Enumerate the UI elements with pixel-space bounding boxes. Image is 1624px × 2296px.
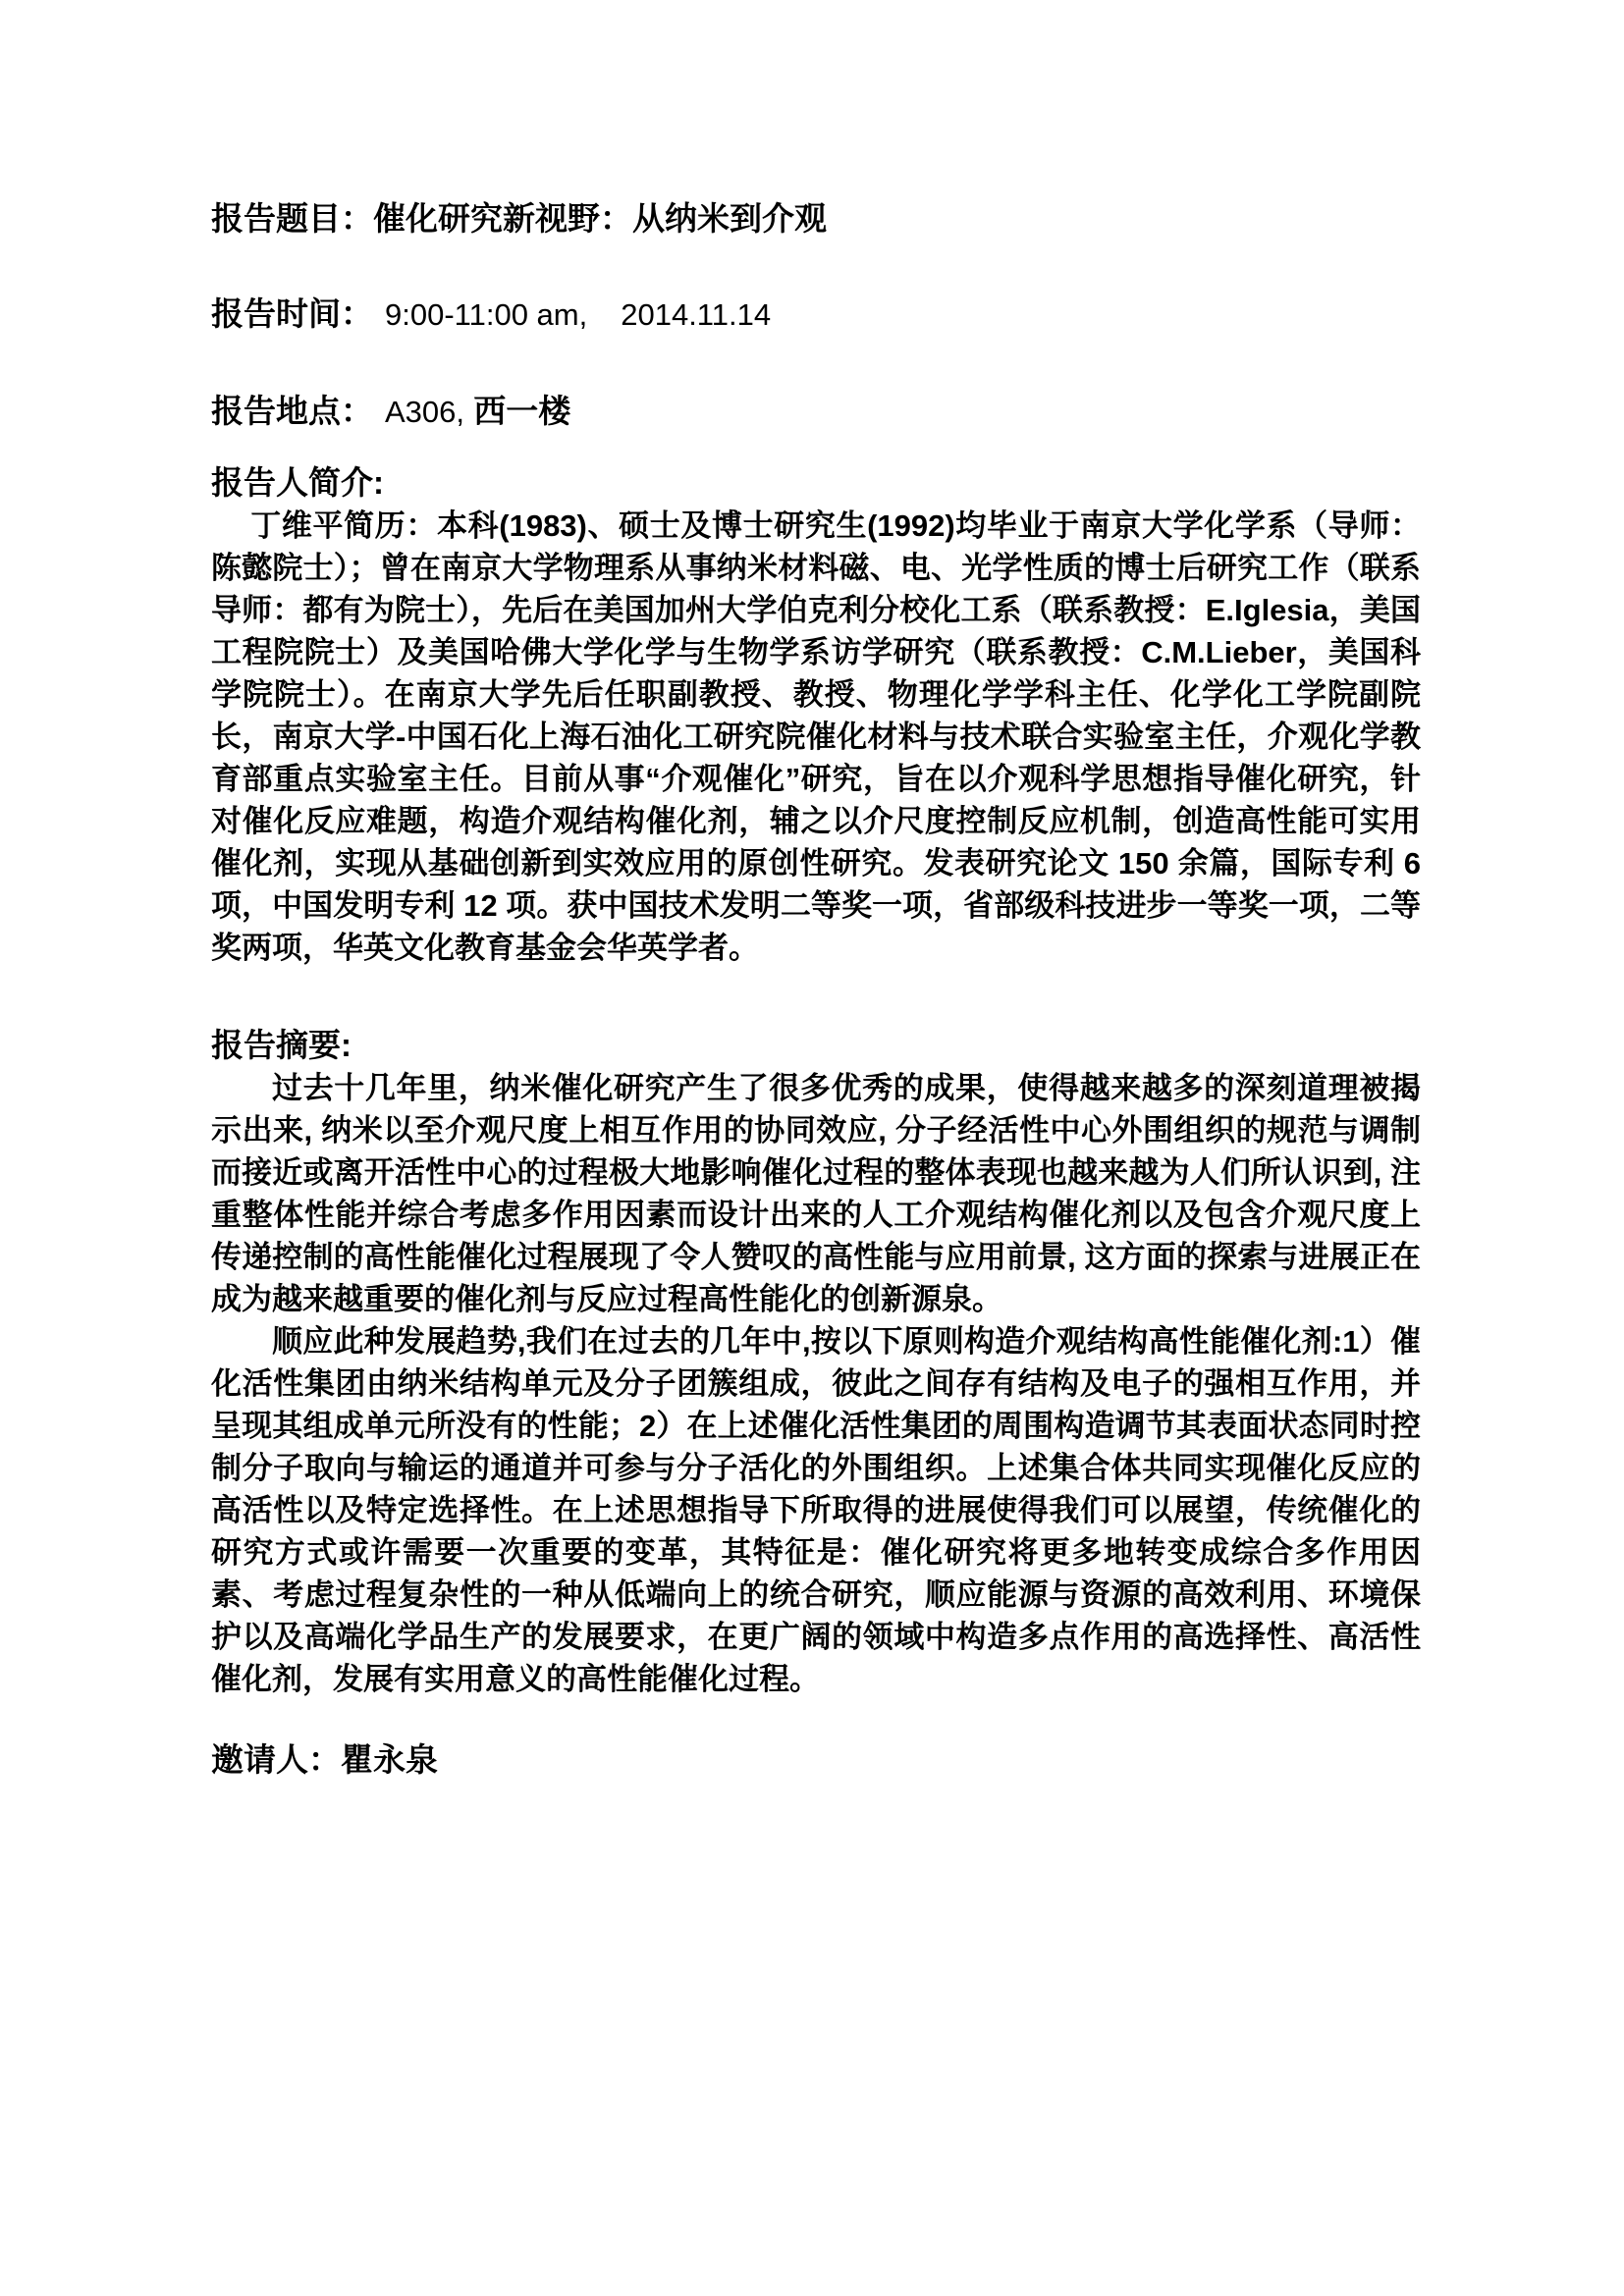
report-title-label: 报告题目： [211, 200, 373, 237]
inviter-line [211, 1737, 1421, 1782]
inviter-label: 邀请人： [211, 1741, 341, 1778]
seminar-announcement-document [211, 0, 1421, 1782]
speaker-intro-heading: 报告人简介: [211, 464, 384, 501]
report-title-value: 催化研究新视野：从纳米到介观 [373, 200, 827, 237]
inviter-name: 瞿永泉 [341, 1741, 438, 1778]
report-time-line [211, 292, 1421, 337]
report-title-line [211, 196, 1421, 240]
report-time-label: 报告时间： [211, 295, 373, 332]
abstract-paragraph-2: 顺应此种发展趋势,我们在过去的几年中,按以下原则构造介观结构高性能催化剂:1）催化活性集团由纳米结构单元及分子团簇组成，彼此之间存有结构及电子的强相互作用，并呈现其组成单元所没有的性能；2）在上述催化活性集团的周围构造调节其表面状态同时控制分子取向与输运的通道并可参与分子活化的外围组织。上述集合体共同实现催化反应的高活性以及特定选择性。在上述思想指导下所取得的进展使得我们可以展望，传统催化的研究方式或许需要一次重要的变革，其特征是：催化研究将更多地转变成综合多作用因素、考虑过程复杂性的一种从低端向上的统合研究，顺应能源与资源的高效利用、环境保护以及高端化学品生产的发展要求，在更广阔的领域中构造多点作用的高选择性、高活性催化剂，发展有实用意义的高性能催化过程。 [211, 1324, 1421, 1696]
report-location-room: A306, [385, 395, 465, 429]
report-time-value: 9:00-11:00 am, [385, 297, 588, 332]
report-location-building: 西一楼 [473, 393, 571, 429]
abstract-paragraph-1: 过去十几年里，纳米催化研究产生了很多优秀的成果，使得越来越多的深刻道理被揭示出来, 纳米以至介观尺度上相互作用的协同效应, 分子经活性中心外围组织的规范与调制而接近或离开活性中心的过程极大地影响催化过程的整体表现也越来越为人们所认识到, 注重整体性能并综合考虑多作用因素而设计出来的人工介观结构催化剂以及包含介观尺度上传递控制的高性能催化过程展现了令人赞叹的高性能与应用前景, 这方面的探索与进展正在成为越来越重要的催化剂与反应过程高性能化的创新源泉。 [211, 1071, 1421, 1316]
report-date-value: 2014.11.14 [621, 297, 772, 332]
report-location-line [211, 389, 1421, 434]
abstract-heading: 报告摘要: [211, 1027, 352, 1063]
speaker-bio-paragraph: 丁维平简历：本科(1983)、硕士及博士研究生(1992)均毕业于南京大学化学系（导师：陈懿院士）；曾在南京大学物理系从事纳米材料磁、电、光学性质的博士后研究工作（联系导师：都有为院士），先后在美国加州大学伯克利分校化工系（联系教授：E.Iglesia，美国工程院院士）及美国哈佛大学化学与生物学系访学研究（联系教授：C.M.Lieber，美国科学院院士）。在南京大学先后任职副教授、教授、物理化学学科主任、化学化工学院副院长，南京大学-中国石化上海石油化工研究院催化材料与技术联合实验室主任，介观化学教育部重点实验室主任。目前从事“介观催化”研究，旨在以介观科学思想指导催化研究，针对催化反应难题，构造介观结构催化剂，辅之以介尺度控制反应机制，创造高性能可实用催化剂，实现从基础创新到实效应用的原创性研究。发表研究论文 150 余篇，国际专利 6 项，中国发明专利 12 项。获中国技术发明二等奖一项，省部级科技进步一等奖一项，二等奖两项，华英文化教育基金会华英学者。 [211, 508, 1421, 965]
report-location-label: 报告地点： [211, 393, 373, 429]
